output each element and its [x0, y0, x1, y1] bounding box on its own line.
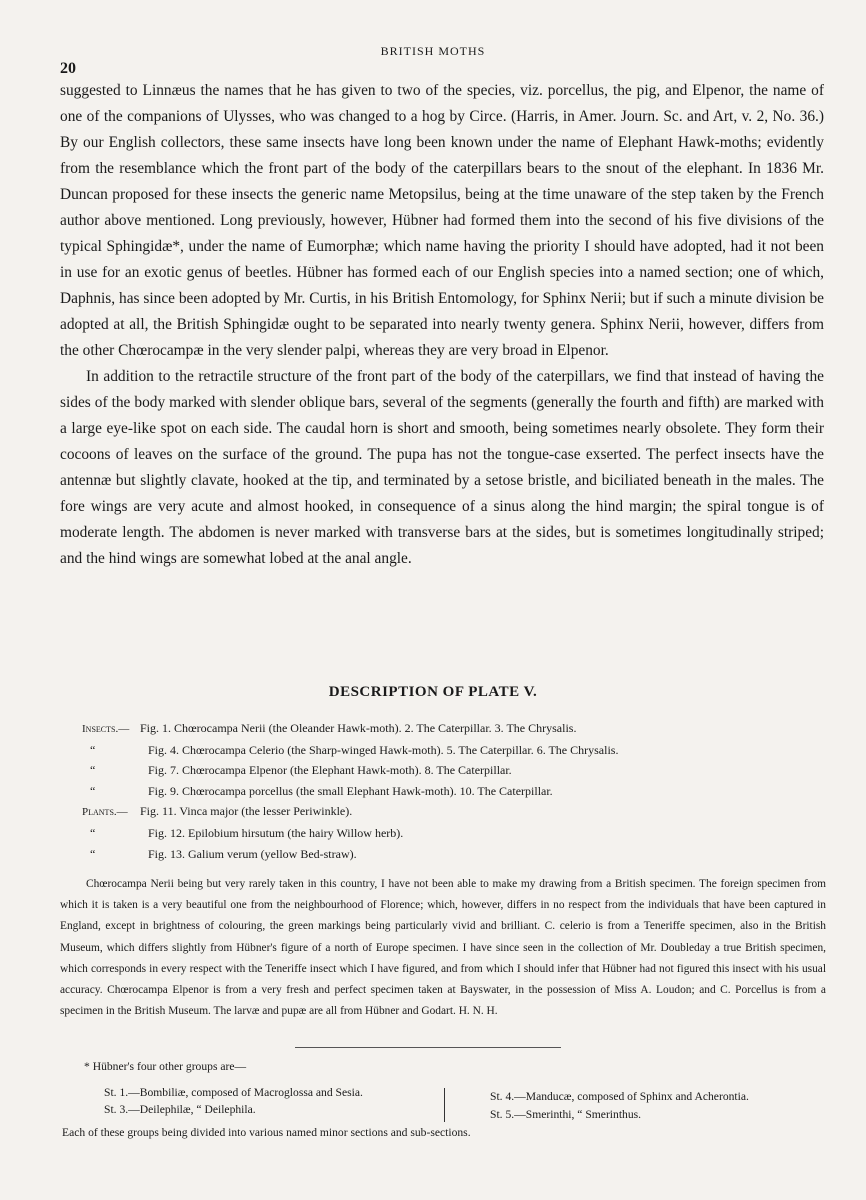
footnote-group: St. 3.—Deilephilæ, “ Deilephila.	[104, 1103, 256, 1116]
plate-row-text: Fig. 7. Chœrocampa Elpenor (the Elephant Hawk-moth). 8. The Caterpillar.	[148, 763, 512, 778]
body-paragraph: suggested to Linnæus the names that he has given to two of the species, viz. porcellus, the pig, and Elpenor, the name of one of the companions of Ulysses, who was changed to a hog by Circe. (Harris, in Amer. Journ. Sc. and Art, v. 2, No. 36.) By our English collectors, these same insects have long been known under the name of Elephant Hawk-moths; evidently from the resemblance which the front part of the body of the caterpillars bears to the snout of the elephant. In 1836 Mr. Duncan proposed for these insects the generic name Metopsilus, being at the time unaware of the step taken by the French author above mentioned. Long previously, however, Hübner had formed them into the second of his five divisions of the typical Sphingidæ*, under the name of Eumorphæ; which name having the priority I should have adopted, had it not been in use for an exotic genus of beetles. Hübner has formed each of our English species into a named section; one of which, Daphnis, has since been adopted by Mr. Curtis, in his British Entomology, for Sphinx Nerii; but if such a minute division be adopted at all, the British Sphingidæ ought to be separated into nearly twenty genera. Sphinx Nerii, however, differs from the other Chœrocampæ in the very slender palpi, whereas they are very broad in Elpenor.	[60, 82, 824, 359]
plate-row-text: Fig. 13. Galium verum (yellow Bed-straw).	[148, 846, 357, 861]
plate-row-category: Plants.—	[82, 806, 128, 819]
plate-notes	[60, 874, 826, 1022]
plate-row	[82, 801, 802, 823]
plate-row-text: Fig. 12. Epilobium hirsutum (the hairy Willow herb).	[148, 825, 404, 840]
plate-row-text: Fig. 11. Vinca major (the lesser Periwinkle).	[140, 804, 353, 819]
footnote-head: * Hübner's four other groups are—	[84, 1060, 247, 1073]
plate-row-category: Insects.—	[82, 723, 130, 735]
plate-figure-list	[82, 718, 802, 864]
ditto-mark: “	[90, 783, 96, 798]
ditto-mark: “	[90, 742, 96, 757]
ditto-mark: “	[90, 846, 96, 861]
body-paragraph: In addition to the retractile structure of the front part of the body of the caterpillars, we find that instead of having the sides of the body marked with slender oblique bars, several of the segments (generally the fourth and fifth) are marked with a large eye-like spot on each side. The caudal horn is short and smooth, being sometimes nearly obsolete. They form their cocoons of leaves on the surface of the ground. The pupa has not the tongue-case exserted. The perfect insects have the antennæ but slightly clavate, hooked at the tip, and terminated by a setose bristle, and biciliated beneath in the males. The fore wings are very acute and almost hooked, in consequence of a sinus along the hind margin; the spiral tongue is of moderate length. The abdomen is never marked with transverse bars at the sides, but is sometimes longitudinally striped; and the hind wings are somewhat lobed at the anal angle.	[60, 368, 824, 567]
page-number: 20	[60, 60, 76, 77]
ditto-mark: “	[90, 763, 96, 778]
column-separator	[444, 1088, 445, 1122]
plate-row	[82, 844, 802, 865]
plate-row-text: Fig. 1. Chœrocampa Nerii (the Oleander Hawk-moth). 2. The Caterpillar. 3. The Chrysalis.	[140, 721, 577, 735]
running-head: BRITISH MOTHS	[380, 44, 486, 58]
plate-row-text: Fig. 9. Chœrocampa porcellus (the small Elephant Hawk-moth). 10. The Caterpillar.	[148, 783, 553, 798]
plate-notes-paragraph: Chœrocampa Nerii being but very rarely taken in this country, I have not been able to make my drawing from a British specimen. The foreign specimen from which it is taken is a very beautiful one from the neighbourhood of Florence; which, however, differs in no respect from the individuals that have been captured in England, except in brightness of colouring, the green markings being particularly vivid and brilliant. C. celerio is from a Teneriffe specimen, also in the British Museum, which differs slightly from Hübner's figure of a north of Europe specimen. I have since seen in the collection of Mr. Doubleday a true British specimen, which corresponds in every respect with the Teneriffe insect which I have figured, and from which I should infer that Hübner had not figured this insect with his usual accuracy. Chœrocampa Elpenor is from a very fresh and perfect specimen taken at Bayswater, in the possession of Miss A. Loudon; and C. Porcellus is from a specimen in the British Museum. The larvæ and pupæ are all from Hübner and Godart. H. N. H.	[60, 878, 826, 1018]
plate-row	[82, 781, 802, 802]
plate-row	[82, 718, 802, 740]
plate-row-text: Fig. 4. Chœrocampa Celerio (the Sharp-winged Hawk-moth). 5. The Caterpillar. 6. The Chrysalis.	[148, 742, 619, 757]
body-text	[60, 78, 824, 572]
plate-row	[82, 823, 802, 844]
footnote-group: St. 1.—Bombiliæ, composed of Macroglossa and Sesia.	[104, 1086, 363, 1099]
footnote-divider	[295, 1047, 561, 1048]
plate-row	[82, 760, 802, 781]
footnote-group: St. 5.—Smerinthi, “ Smerinthus.	[490, 1108, 642, 1121]
footnote-tail: Each of these groups being divided into various named minor sections and sub-sections.	[62, 1126, 471, 1139]
footnote-group: St. 4.—Manducæ, composed of Sphinx and Acherontia.	[490, 1090, 749, 1103]
plate-row	[82, 740, 802, 761]
ditto-mark: “	[90, 825, 96, 840]
plate-title: DESCRIPTION OF PLATE V.	[328, 684, 538, 700]
